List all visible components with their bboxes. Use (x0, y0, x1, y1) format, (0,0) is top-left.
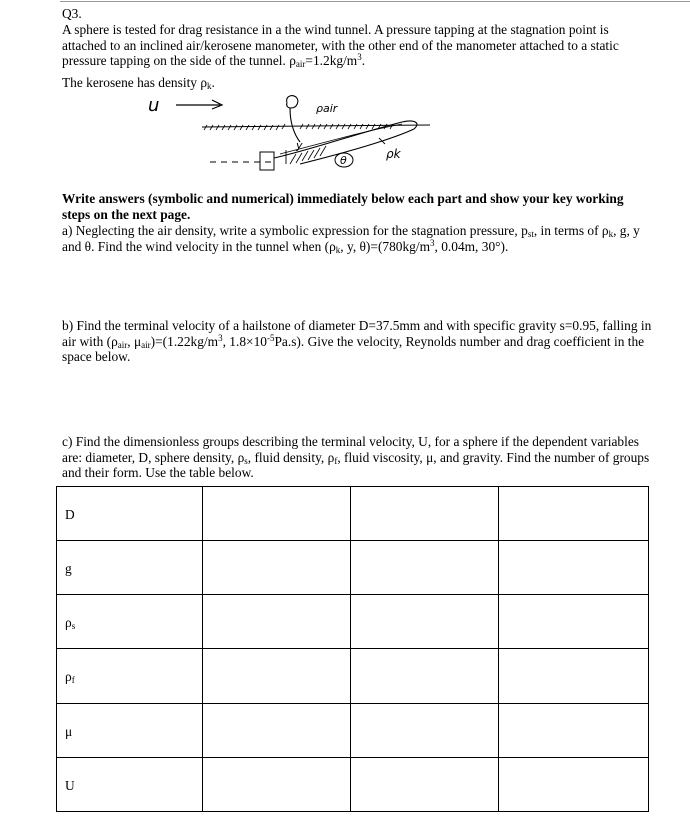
table-cell[interactable] (203, 757, 351, 811)
table-cell[interactable] (203, 541, 351, 595)
part-a-text-2: , in terms of ρ (533, 223, 609, 238)
part-b-text-5: Pa.s). Give the velocity, Reynolds number and drag coefficient in the space below. (62, 333, 648, 364)
variable-symbol: μ (65, 723, 73, 739)
part-c (62, 434, 652, 481)
part-b-sub-2: air (141, 339, 151, 350)
table-cell[interactable] (351, 541, 499, 595)
part-b-text-2: , μ (127, 333, 142, 349)
intro-text: A sphere is tested for drag resistance in a the wind tunnel. A pressure tapping at the stagnation point is attached to an inclined air/kerosene manometer, with the other end of the manometer attached to a static pressure tapping on the side of the tunnel. (62, 22, 623, 68)
manometer-sketch (140, 92, 440, 174)
variable-sub: f (71, 675, 75, 686)
part-c-text-1: c) Find the dimensionless groups describing the terminal velocity, U, for a sphere if the dependent variables are: diameter, D, sphere density, ρ (62, 434, 643, 465)
table-cell[interactable] (351, 595, 499, 649)
question-intro (62, 22, 652, 69)
table-cell[interactable] (499, 541, 649, 595)
velocity-label: u (148, 95, 160, 116)
part-c-text-2: , fluid density, ρ (247, 449, 335, 465)
part-a-text-5: , 0.04m, 30°). (434, 238, 509, 254)
table-cell[interactable] (499, 757, 649, 811)
part-c-sub-1: s (244, 455, 248, 466)
variable-sub: s (71, 621, 76, 632)
table-cell[interactable] (203, 487, 351, 541)
table-cell[interactable] (499, 649, 649, 703)
part-a-text-3: , g, y and θ. Find the wind velocity in the tunnel when (ρ (62, 223, 644, 254)
dimensional-analysis-table (56, 486, 649, 812)
table-cell[interactable] (203, 595, 351, 649)
variable-cell (57, 595, 203, 649)
table-row (57, 757, 649, 811)
page-top-rule (60, 1, 690, 2)
part-c-text-3: , fluid viscosity, μ, and gravity. Find the number of groups and their form. Use the table below. (62, 449, 653, 480)
air-density-end: . (361, 53, 366, 68)
question-number: Q3. (62, 6, 82, 21)
part-a-sub-1: st (527, 229, 534, 239)
variable-symbol: g (65, 561, 72, 577)
kerosene-end: . (211, 75, 215, 90)
part-a-sub-3: k (335, 244, 341, 255)
kerosene-pointer (379, 138, 385, 144)
part-a-exp-1: 3 (430, 237, 435, 248)
part-b-sub-1: air (117, 339, 128, 350)
air-density-symbol: ρ (289, 53, 296, 68)
variable-symbol: D (65, 507, 75, 522)
kerosene-sub: k (207, 81, 212, 91)
table-cell[interactable] (203, 649, 351, 703)
y-label: y (296, 139, 303, 152)
table-row (57, 649, 649, 703)
air-density-exp: 3 (357, 52, 362, 62)
part-a (62, 223, 652, 254)
part-a-text-4: , y, θ)=(780kg/m (340, 238, 431, 254)
manometer-reservoir (260, 152, 274, 170)
table-cell[interactable] (351, 703, 499, 757)
table-cell[interactable] (499, 595, 649, 649)
table-cell[interactable] (499, 703, 649, 757)
part-b-exp-2: -5 (266, 332, 275, 343)
kerosene-text: The kerosene has density (62, 75, 201, 90)
part-b-text-3: )=(1.22kg/m (150, 333, 219, 349)
kerosene-symbol: ρ (200, 75, 208, 90)
variable-cell (57, 487, 203, 541)
table-cell[interactable] (499, 487, 649, 541)
table-row (57, 541, 649, 595)
variable-cell (57, 541, 203, 595)
table-cell[interactable] (351, 757, 499, 811)
variable-symbol: ρ (65, 615, 72, 631)
part-a-text-1: a) Neglecting the air density, write a symbolic expression for the stagnation pressure, p (62, 223, 528, 238)
part-c-sub-2: f (334, 455, 338, 466)
table-row (57, 703, 649, 757)
table-cell[interactable] (351, 649, 499, 703)
part-b (62, 318, 655, 365)
part-b-text-4: , 1.8×10 (222, 333, 267, 349)
variable-symbol: ρ (65, 669, 72, 685)
part-a-sub-2: k (608, 229, 614, 239)
table-cell[interactable] (203, 703, 351, 757)
air-label: ρair (316, 102, 338, 115)
variable-cell (57, 757, 203, 811)
variable-cell (57, 649, 203, 703)
sphere-sketch (287, 96, 298, 108)
air-density-value: =1.2kg/m (305, 53, 358, 68)
variable-cell (57, 703, 203, 757)
table-row (57, 595, 649, 649)
instructions: Write answers (symbolic and numerical) immediately below each part and show your key working steps on the next page. (62, 191, 627, 222)
part-b-text-1: b) Find the terminal velocity of a hailstone of diameter D=37.5mm and with specific gravity s=0.95, falling in air with (ρ (62, 318, 655, 349)
stagnation-tube (290, 108, 300, 142)
kerosene-density-line (62, 75, 215, 91)
table-cell[interactable] (351, 487, 499, 541)
theta-label: θ (340, 154, 347, 167)
part-b-exp-1: 3 (218, 332, 223, 343)
kerosene-label: ρk (386, 147, 401, 161)
table-row (57, 487, 649, 541)
variable-symbol: U (65, 777, 75, 793)
air-density-sub: air (295, 59, 306, 69)
